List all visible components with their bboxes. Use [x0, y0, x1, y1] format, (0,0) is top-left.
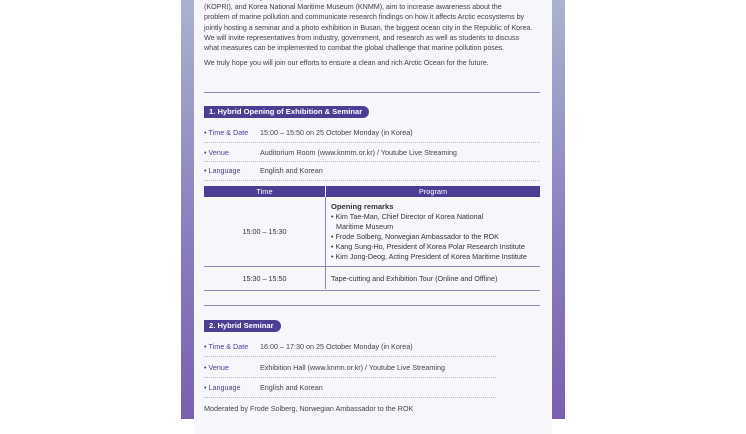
- time-header: Time: [204, 186, 326, 197]
- dotted-divider: [204, 397, 496, 398]
- language-label: Language: [208, 166, 241, 175]
- time-value: 16:00 – 17:30 on 25 October Monday (in Korea): [260, 342, 413, 351]
- time-cell: 15:30 – 15:50: [204, 267, 326, 290]
- list-item: • Kim Jong-Deog, Acting President of Korea Maritime Institute: [331, 251, 527, 261]
- section1-title: 1. Hybrid Opening of Exhibition & Seminar: [204, 106, 369, 118]
- dotted-divider: [204, 180, 540, 181]
- list-item: • Kang Sung-Ho, President of Korea Polar Research Institute: [331, 241, 525, 251]
- table-row: [204, 197, 540, 267]
- language-label: Language: [208, 383, 241, 392]
- intro-line: what measures can be implemented to combat the global challenge that marine pollution poses.: [204, 43, 505, 53]
- language-value: English and Korean: [260, 383, 323, 392]
- time-cell: 15:00 – 15:30: [204, 197, 326, 267]
- program-cell: Tape-cutting and Exhibition Tour (Online and Offline): [331, 273, 498, 283]
- language-value: English and Korean: [260, 166, 323, 175]
- table-bottom-rule: [204, 290, 540, 291]
- dotted-divider: [204, 356, 496, 357]
- intro-line: problem of marine pollution and communicate research findings on how it affects Arctic ecosystems by: [204, 12, 525, 22]
- program-table: [204, 186, 540, 289]
- intro-line: We will invite representatives from industry, government, and research as well as students to discuss: [204, 32, 520, 42]
- divider: [204, 305, 540, 306]
- table-row: [204, 267, 540, 290]
- list-item: Maritime Museum: [336, 221, 394, 231]
- time-label: Time & Date: [208, 342, 249, 351]
- intro-text: [204, 0, 544, 68]
- divider: [204, 92, 540, 93]
- dotted-divider: [204, 142, 540, 143]
- moderator-text: Moderated by Frode Solberg, Norwegian Ambassador to the ROK: [204, 404, 414, 413]
- intro-line: (KOPRI), and Korea National Maritime Museum (KNMM), aim to increase awareness about the: [204, 2, 502, 12]
- intro-closing: We truly hope you will join our efforts to ensure a clean and rich Arctic Ocean for the future.: [204, 58, 489, 68]
- program-cell: [326, 197, 541, 267]
- venue-label: Venue: [208, 363, 229, 372]
- remarks-list: [331, 212, 540, 262]
- time-value: 15:00 – 15:50 on 25 October Monday (in Korea): [260, 128, 413, 137]
- venue-value: Auditorium Room (www.knmm.or.kr) / Youtube Live Streaming: [260, 148, 457, 157]
- list-item: • Kim Tae-Man, Chief Director of Korea National: [331, 211, 484, 221]
- intro-line: jointly hosting a seminar and a photo exhibition in Busan, the biggest ocean city in the Republic of Korea.: [204, 22, 533, 32]
- section2-title: 2. Hybrid Seminar: [204, 320, 281, 332]
- dotted-divider: [204, 377, 496, 378]
- time-label: Time & Date: [208, 128, 249, 137]
- venue-label: Venue: [208, 148, 229, 157]
- venue-value: Exhibition Hall (www.knmn.or.kr) / Youtube Live Streaming: [260, 363, 445, 372]
- remarks-title: Opening remarks: [331, 201, 394, 211]
- program-header: Program: [326, 186, 541, 197]
- list-item: • Frode Solberg, Norwegian Ambassador to the ROK: [331, 231, 499, 241]
- dotted-divider: [204, 161, 540, 162]
